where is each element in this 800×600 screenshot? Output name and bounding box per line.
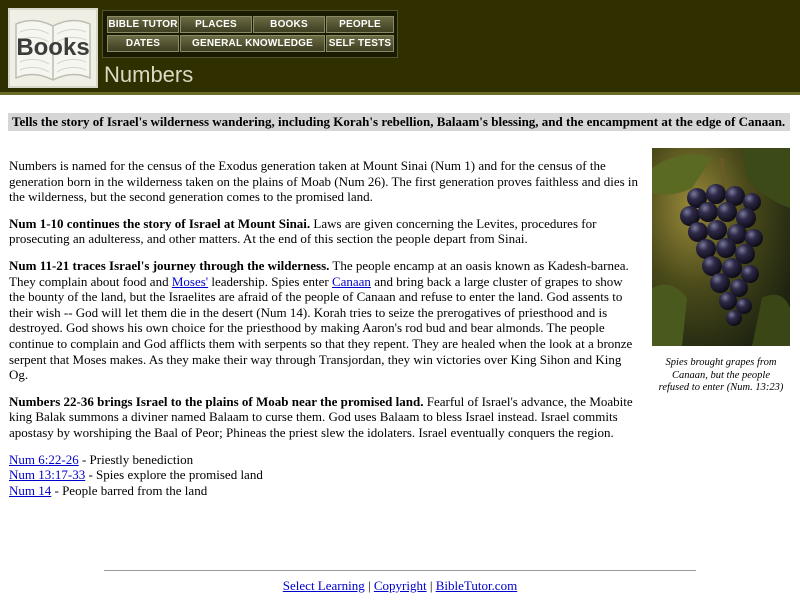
grapes-photo — [652, 148, 790, 346]
nav-bible-tutor[interactable]: BIBLE TUTOR — [107, 16, 179, 33]
canaan-link[interactable]: Canaan — [331, 273, 371, 289]
books-logo[interactable] — [8, 8, 98, 88]
section-text: leadership. Spies enter — [208, 273, 332, 289]
book-summary: Tells the story of Israel's wilderness wandering, including Korah's rebellion, Balaam's blessing, and the encampment at the edge of Canaan. — [8, 113, 790, 131]
select-learning-link[interactable]: Select Learning — [282, 578, 365, 593]
ref-description: - Priestly benediction — [78, 451, 194, 467]
section-heading: Numbers 22-36 brings Israel to the plains of Moab near the promised land. — [9, 393, 424, 409]
main-content — [9, 158, 641, 498]
section-22-36 — [9, 394, 641, 441]
nav-dates[interactable]: DATES — [107, 35, 179, 52]
nav-books[interactable]: BOOKS — [253, 16, 325, 33]
section-text: and bring back a large cluster of grapes to show the bounty of the land, but the Israelites are afraid of the people of Canaan and refuse to enter the land. God assents to their wish -- God will let them die in the desert (Num 14). Korah tries to seize the prerogatives of priesthood and is destroyed. God shows his own choice for the priesthood by making Aaron's rod bud and bear almonds. The people continue to complain and God afflicts them with serpents so that they repent. They are healed when the look at a bronze serpent that Moses makes. As they make their way through Transjordan, they win victories over King Sihon and King Og. — [9, 273, 633, 383]
ref-link-num-6[interactable]: Num 6:22-26 — [9, 451, 79, 467]
logo-text: Books — [16, 34, 90, 61]
nav-general-knowledge[interactable]: GENERAL KNOWLEDGE — [180, 35, 325, 52]
section-heading: Num 11-21 traces Israel's journey through the wilderness. — [9, 257, 330, 273]
ref-link-num-14[interactable]: Num 14 — [9, 482, 52, 498]
site-footer — [0, 578, 800, 594]
nav-places[interactable]: PLACES — [180, 16, 252, 33]
list-item — [9, 483, 641, 499]
section-heading: Num 1-10 continues the story of Israel at Mount Sinai. — [9, 215, 311, 231]
ref-link-num-13[interactable]: Num 13:17-33 — [9, 467, 86, 483]
footer-divider — [104, 570, 696, 571]
section-1-10 — [9, 216, 641, 247]
nav-self-tests[interactable]: SELF TESTS — [326, 35, 394, 52]
section-11-21 — [9, 258, 641, 383]
header-divider — [0, 92, 800, 95]
section-text: Laws are given concerning the Levites, procedures for prosecuting an adulteress, and other matters. At the end of this section the people depart from Sinai. — [9, 215, 597, 247]
grapes-figure — [652, 148, 790, 395]
section-text: Fearful of Israel's advance, the Moabite king Balak summons a diviner named Balaam to curse them. God uses Balaam to bless Israel instead. Israel commits apostasy by worshiping the Baal of Peor; Phineas the priest slew the idolaters. Israel eventually conquers the region. — [9, 393, 633, 440]
bibletutor-link[interactable]: BibleTutor.com — [435, 578, 518, 593]
figure-caption: Spies brought grapes from Canaan, but the people refused to enter (Num. 13:23) — [658, 357, 784, 393]
intro-paragraph: Numbers is named for the census of the Exodus generation taken at Mount Sinai (Num 1) and for the census of the generation born in the wilderness taken on the plains of Moab (Num 26). The first generation proves faithless and dies in the wilderness, but the second generation comes to the promised land. — [9, 158, 639, 205]
ref-description: - Spies explore the promised land — [85, 467, 263, 483]
footer-separator: | — [364, 578, 374, 593]
ref-description: - People barred from the land — [51, 482, 208, 498]
page-title: Numbers — [104, 62, 194, 87]
moses-link[interactable]: Moses' — [171, 273, 209, 289]
section-text: The people encamp at an oasis known as Kadesh-barnea. They complain about food and — [9, 257, 629, 289]
scripture-references — [9, 452, 641, 499]
list-item — [9, 467, 641, 483]
nav-people[interactable]: PEOPLE — [326, 16, 394, 33]
footer-separator: | — [426, 578, 436, 593]
main-nav — [102, 10, 398, 58]
list-item — [9, 452, 641, 468]
copyright-link[interactable]: Copyright — [373, 578, 427, 593]
